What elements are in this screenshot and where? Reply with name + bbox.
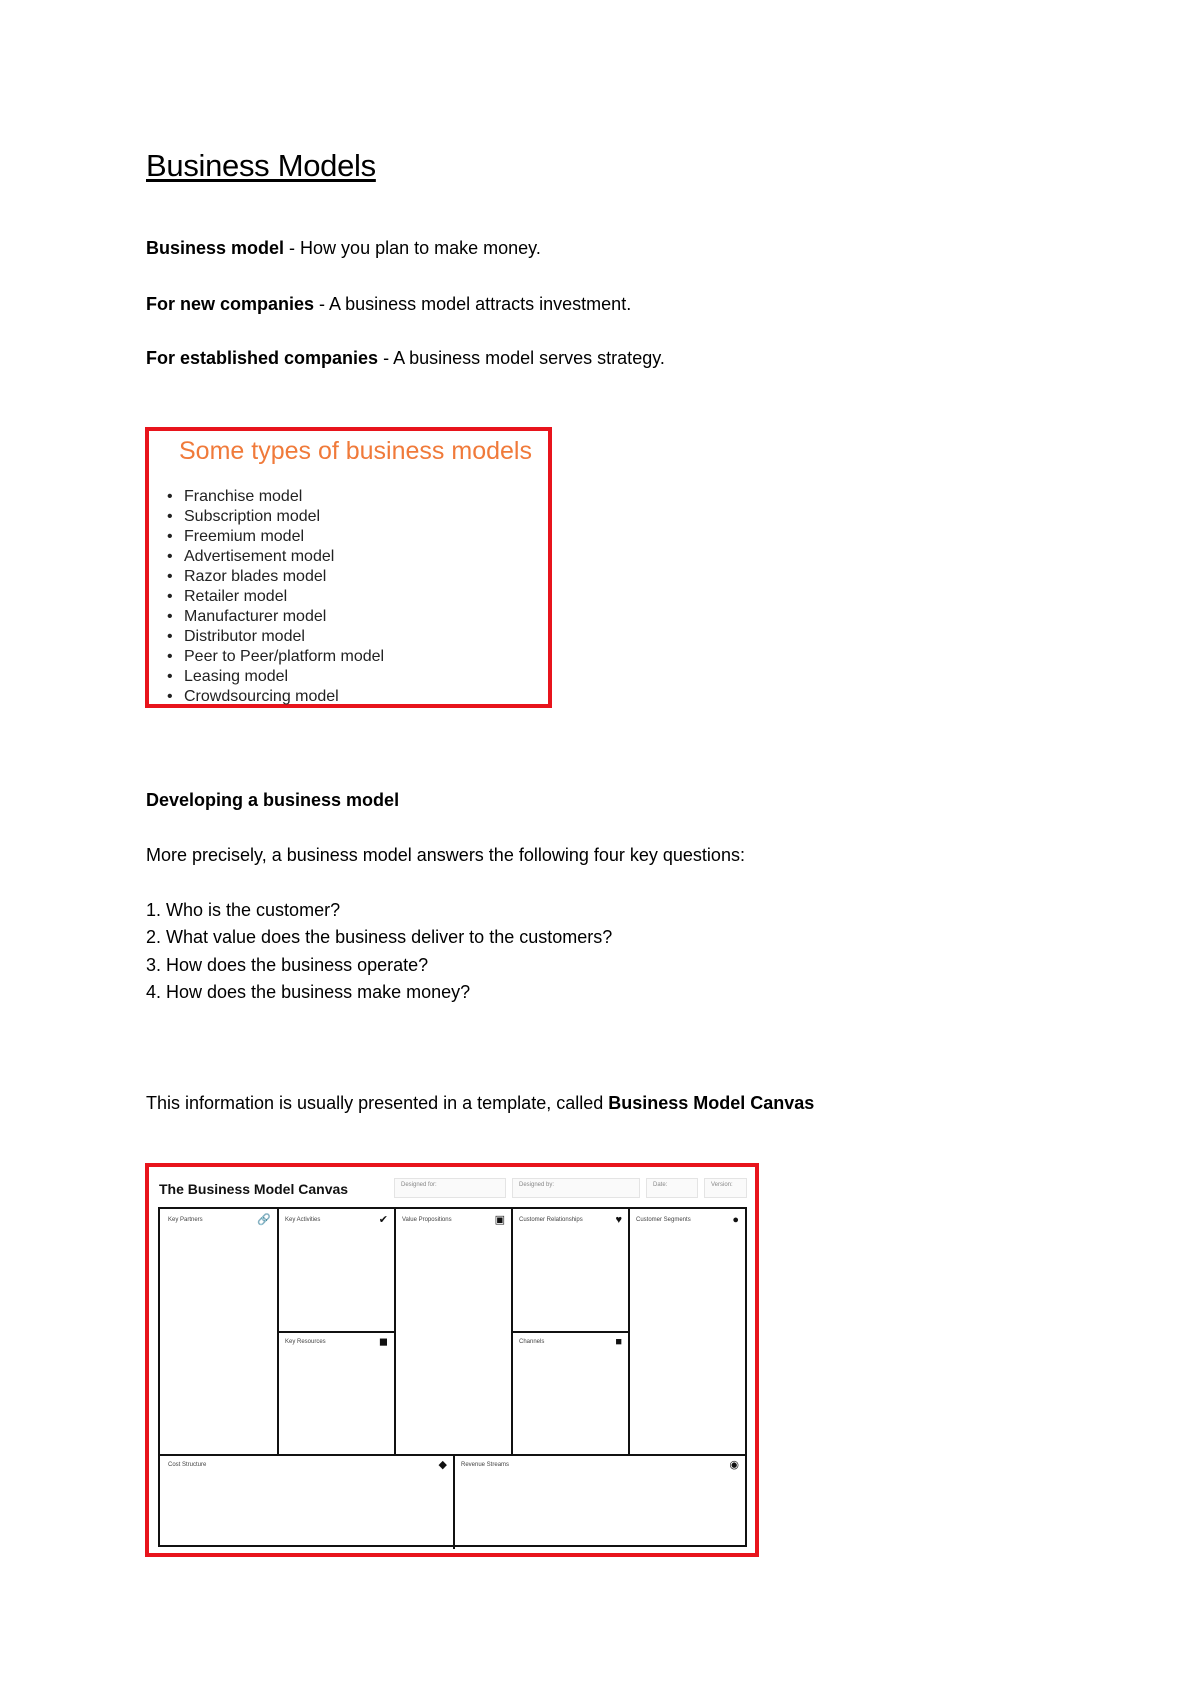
types-list [167, 487, 384, 707]
cell-label: Key Activities [285, 1217, 321, 1223]
definition-text: - How you plan to make money. [284, 238, 541, 258]
check-circle-icon: ✔ [378, 1214, 388, 1226]
types-figure-title: Some types of business models [179, 437, 532, 465]
business-model-canvas-figure [145, 1163, 759, 1557]
cell-label: Customer Relationships [519, 1217, 583, 1223]
page-title: Business Models [146, 148, 376, 183]
business-model-types-figure [145, 427, 552, 708]
money-bag-icon: ◉ [729, 1459, 739, 1471]
cell-label: Customer Segments [636, 1217, 691, 1223]
canvas-title: The Business Model Canvas [159, 1181, 349, 1197]
cell-channels [511, 1331, 628, 1454]
list-item [167, 507, 384, 527]
bullet: • [167, 688, 173, 705]
definition-term: Business model [146, 238, 285, 258]
cell-label: Key Partners [168, 1217, 203, 1223]
users-icon: ● [732, 1214, 739, 1226]
list-item-label: Leasing model [184, 668, 289, 685]
cell-label: Key Resources [285, 1339, 326, 1345]
list-item-label: Crowdsourcing model [184, 688, 339, 705]
tag-icon: ◆ [438, 1459, 447, 1471]
meta-version: Version: [704, 1178, 747, 1198]
list-item [167, 547, 384, 567]
list-item-label: Retailer model [184, 588, 288, 605]
developing-intro: More precisely, a business model answers the following four key questions: [146, 845, 745, 865]
bullet: • [167, 508, 173, 525]
question-item: 2. What value does the business deliver to the customers? [146, 927, 613, 947]
list-item-label: Manufacturer model [184, 608, 327, 625]
cell-customer-relationships [511, 1209, 628, 1331]
list-item [167, 587, 384, 607]
gift-icon: ▣ [494, 1214, 505, 1226]
meta-designed-by: Designed by: [512, 1178, 640, 1198]
list-item [167, 567, 384, 587]
bullet: • [167, 588, 173, 605]
bullet: • [167, 488, 173, 505]
cell-label: Revenue Streams [461, 1462, 510, 1468]
list-item [167, 527, 384, 547]
cell-value-propositions [394, 1209, 511, 1454]
bullet: • [167, 528, 173, 545]
heart-icon: ♥ [615, 1214, 622, 1226]
list-item-label: Peer to Peer/platform model [184, 648, 385, 665]
cell-label: Cost Structure [168, 1462, 207, 1468]
list-item-label: Razor blades model [184, 568, 327, 585]
definition-term: For established companies [146, 348, 379, 368]
list-item-label: Franchise model [184, 488, 303, 505]
question-item: 1. Who is the customer? [146, 900, 341, 920]
bullet: • [167, 568, 173, 585]
cell-label: Channels [519, 1339, 545, 1345]
cell-key-resources [277, 1331, 394, 1454]
list-item [167, 667, 384, 687]
list-item-label: Subscription model [184, 508, 321, 525]
definition-established-companies [146, 348, 665, 369]
cell-revenue-streams [453, 1454, 745, 1549]
developing-heading: Developing a business model [146, 790, 400, 810]
list-item [167, 607, 384, 627]
question-item: 4. How does the business make money? [146, 982, 471, 1002]
cell-cost-structure [160, 1454, 453, 1549]
question-item: 3. How does the business operate? [146, 955, 429, 975]
list-item-label: Distributor model [184, 628, 305, 645]
cell-key-activities [277, 1209, 394, 1331]
canvas-intro-bold: Business Model Canvas [608, 1093, 815, 1113]
bullet: • [167, 648, 173, 665]
canvas-intro-text: This information is usually presented in a template, called [146, 1093, 609, 1113]
list-item [167, 487, 384, 507]
cell-customer-segments [628, 1209, 745, 1454]
list-item [167, 647, 384, 667]
cell-label: Value Propositions [402, 1217, 452, 1223]
cell-key-partners [160, 1209, 277, 1331]
factory-icon: ◼ [378, 1336, 388, 1348]
bullet: • [167, 548, 173, 565]
list-item-label: Advertisement model [184, 548, 335, 565]
canvas-intro [146, 1093, 814, 1114]
list-item [167, 627, 384, 647]
bullet: • [167, 668, 173, 685]
definition-business-model [146, 238, 541, 259]
list-item [167, 687, 384, 707]
definition-text: - A business model attracts investment. [314, 294, 632, 314]
meta-designed-for: Designed for: [394, 1178, 506, 1198]
bullet: • [167, 608, 173, 625]
meta-date: Date: [646, 1178, 698, 1198]
list-item-label: Freemium model [184, 528, 305, 545]
link-icon: 🔗 [257, 1214, 271, 1226]
definition-new-companies [146, 294, 631, 315]
definition-text: - A business model serves strategy. [378, 348, 665, 368]
definition-term: For new companies [146, 294, 315, 314]
truck-icon: ■ [615, 1336, 622, 1348]
bullet: • [167, 628, 173, 645]
canvas-grid [158, 1207, 747, 1547]
